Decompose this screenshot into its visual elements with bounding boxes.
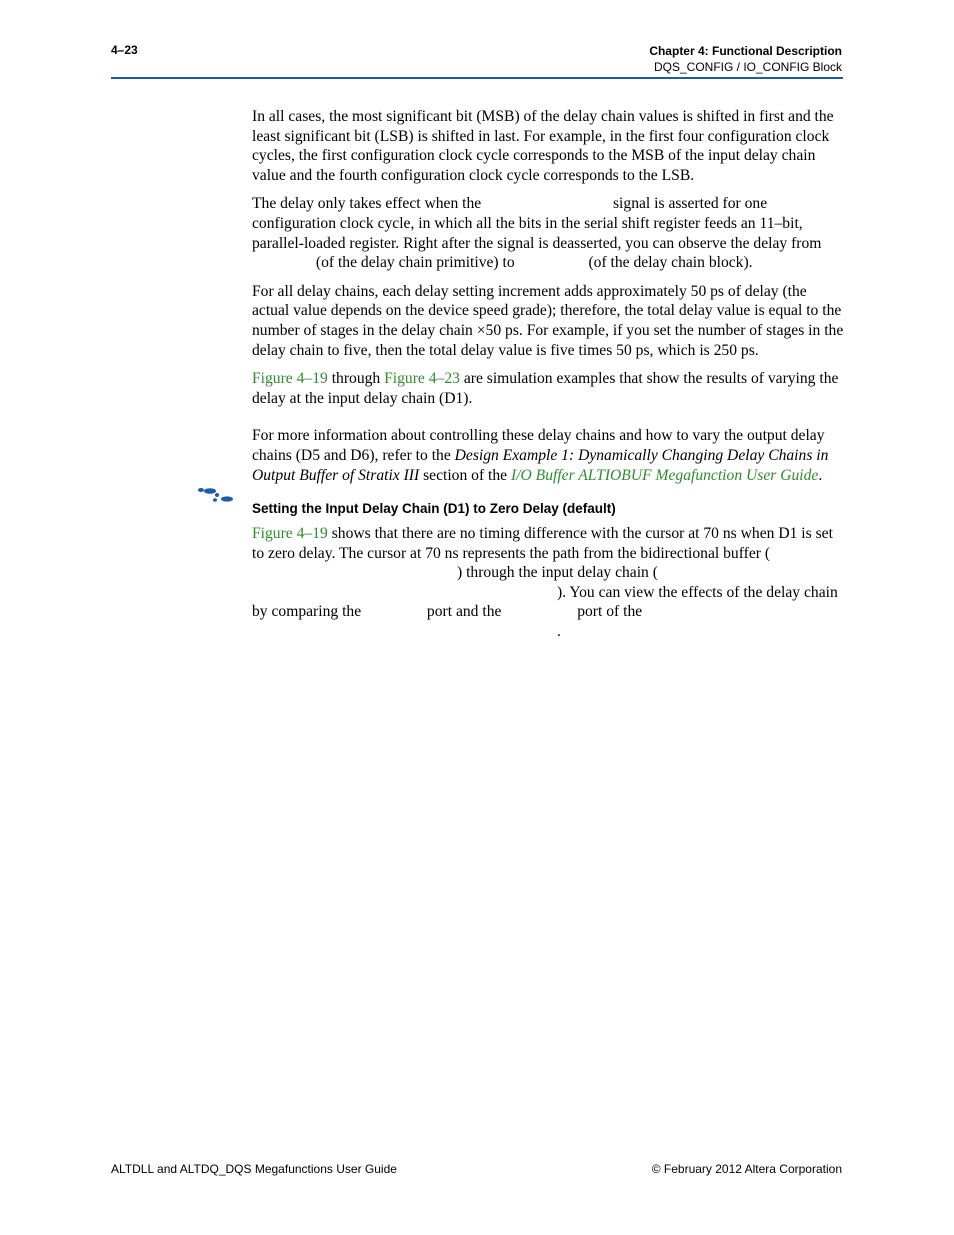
footer-title: ALTDLL and ALTDQ_DQS Megafunctions User Guide bbox=[111, 1162, 397, 1176]
footer-copyright: © February 2012 Altera Corporation bbox=[651, 1162, 842, 1176]
paragraph-msb-lsb: In all cases, the most significant bit (MSB) of the delay chain values is shifted in first and the least significant bit (LSB) is shifted in last. For example, in the first four configuration clock cycles, the first configuration clock cycle corresponds to the MSB of the input delay chain value and the fourth configuration clock cycle corresponds to the LSB. bbox=[252, 108, 834, 184]
body-text bbox=[252, 107, 844, 651]
link-altiobuf-guide[interactable]: I/O Buffer ALTIOBUF Megafunction User Guide bbox=[511, 466, 819, 484]
link-figure-4-19-b[interactable]: Figure 4–19 bbox=[252, 525, 328, 543]
note-paragraph: For more information about controlling these delay chains and how to vary the output delay chains (D5 and D6), refer to the Design Example 1: Dynamically Changing Delay Chains in Output Buffer of Stratix III section of the I/O Buffer ALTIOBUF Megafunction User Guide. bbox=[252, 427, 829, 484]
paragraph-zero-delay: Figure 4–19 shows that there are no timing difference with the cursor at 70 ns when D1 is set to zero delay. The cursor at 70 ns represents the path from the bidirectional buffer () through the input delay chain (). You can view the effects of the delay chain by comparing the port and the port of the . bbox=[252, 525, 838, 641]
running-header bbox=[649, 43, 842, 75]
chapter-title: Chapter 4: Functional Description bbox=[649, 44, 842, 58]
link-figure-4-19[interactable]: Figure 4–19 bbox=[252, 370, 328, 388]
paragraph-delay-effect: The delay only takes effect when the signal is asserted for one configuration clock cycle, in which all the bits in the serial shift register feeds an 11–bit, parallel-loaded register. Right after the signal is deasserted, you can observe the delay from (of the delay chain primitive) to (of the delay chain block). bbox=[252, 195, 822, 272]
footprints-icon bbox=[196, 487, 236, 503]
section-heading: Setting the Input Delay Chain (D1) to Zero Delay (default) bbox=[252, 501, 616, 517]
link-figure-4-23[interactable]: Figure 4–23 bbox=[384, 370, 460, 388]
page-number: 4–23 bbox=[111, 43, 138, 57]
design-example-reference: Design Example 1: Dynamically Changing Delay Chains in Output Buffer of Stratix III bbox=[252, 446, 829, 484]
paragraph-simulation-examples: Figure 4–19 through Figure 4–23 are simulation examples that show the results of varying the delay at the input delay chain (D1). bbox=[252, 370, 839, 407]
paragraph-delay-increment: For all delay chains, each delay setting increment adds approximately 50 ps of delay (the actual value depends on the device speed grade); therefore, the total delay value is equal to the number of stages in the delay chain ×50 ps. For example, if you set the number of stages in the delay chain to five, then the total delay value is five times 50 ps, which is 250 ps. bbox=[252, 282, 844, 359]
header-rule bbox=[111, 77, 843, 79]
section-title: DQS_CONFIG / IO_CONFIG Block bbox=[653, 60, 842, 74]
